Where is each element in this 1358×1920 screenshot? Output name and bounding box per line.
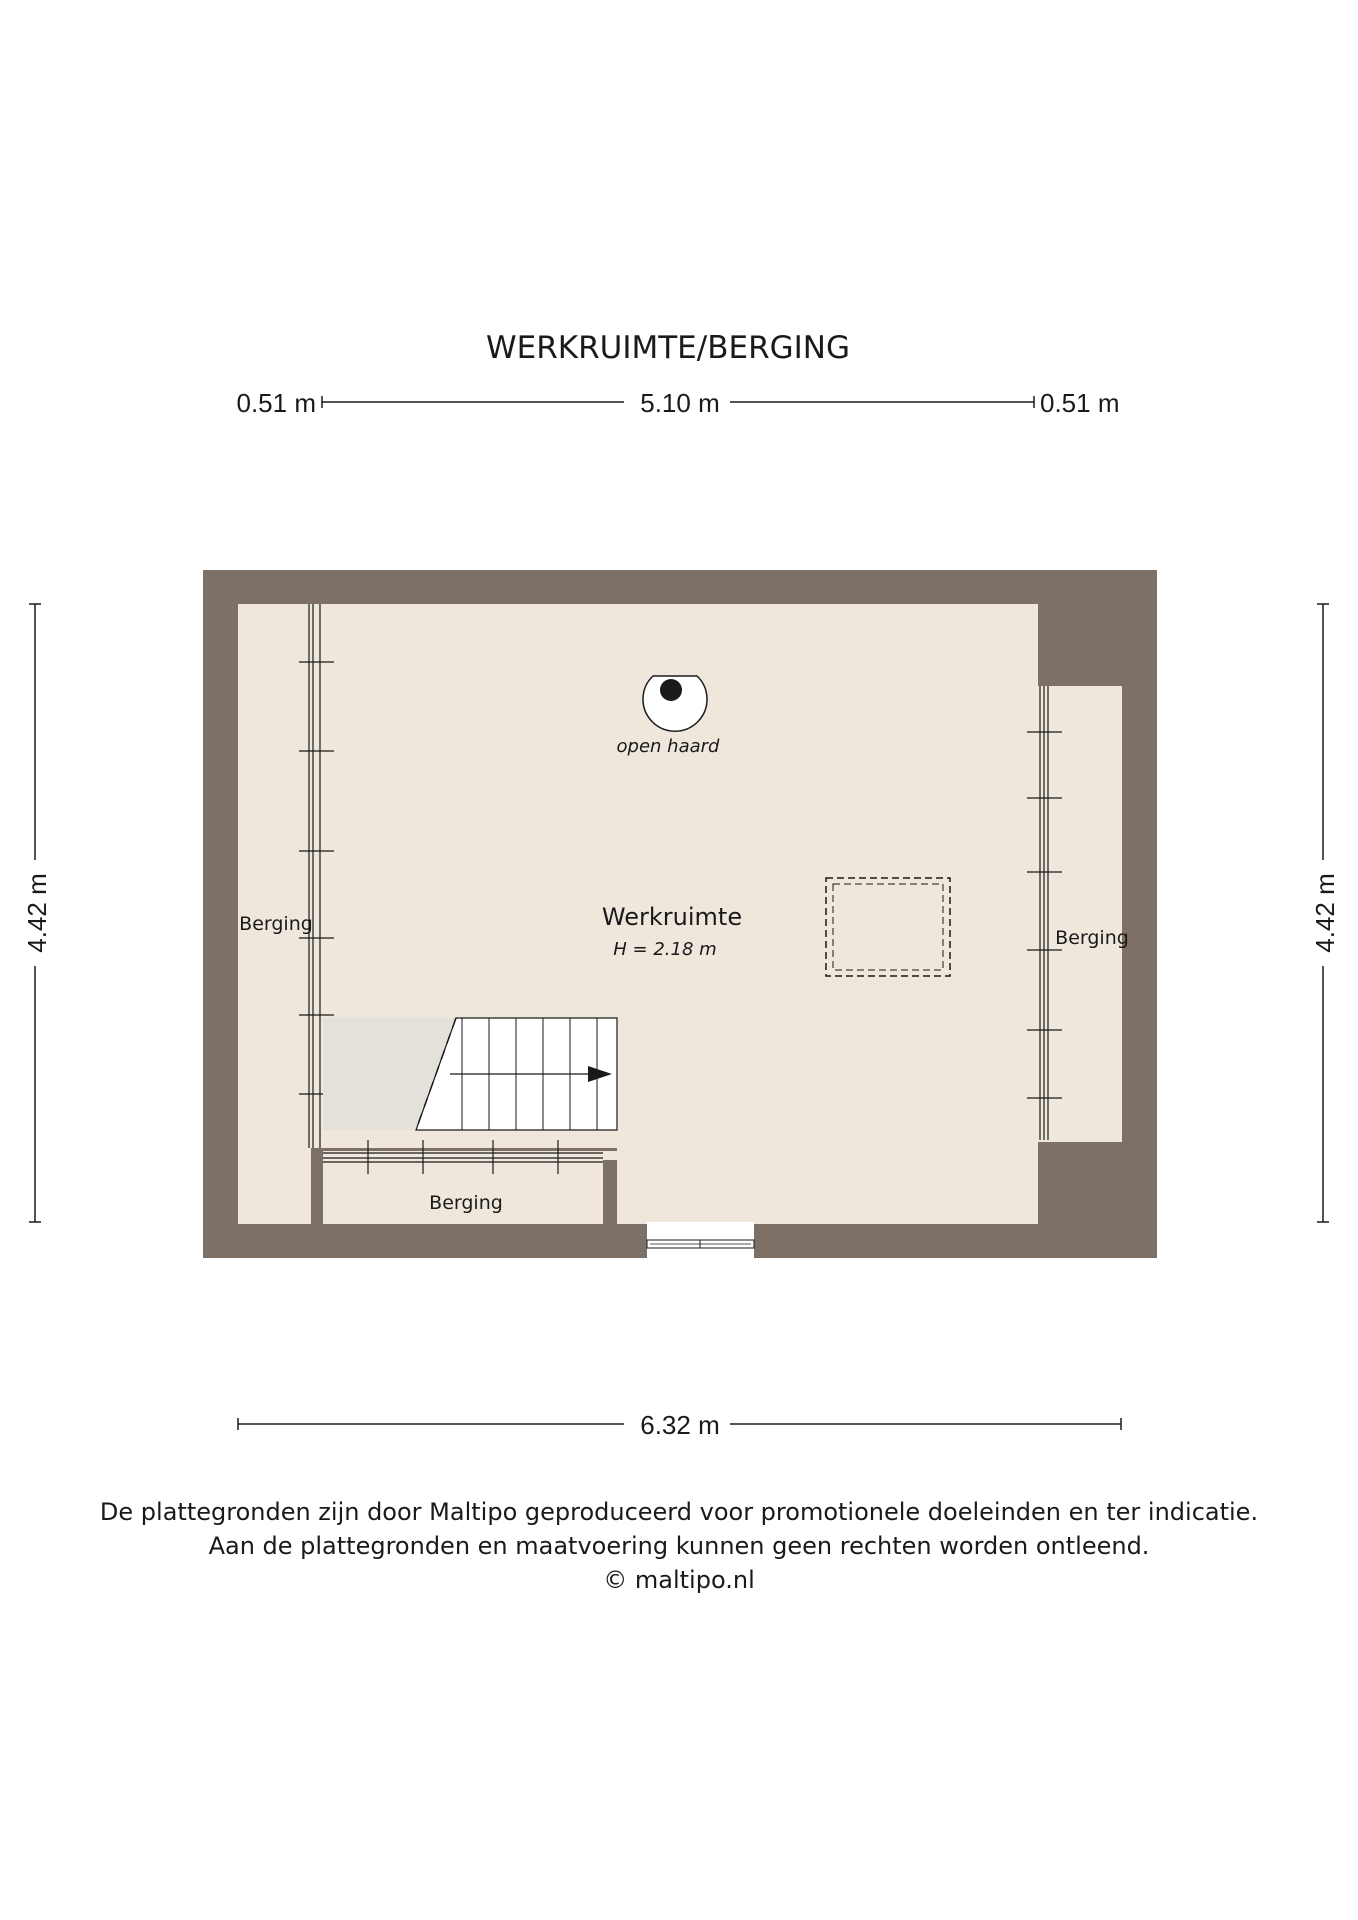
- bottom-dimension: [238, 1410, 1121, 1440]
- room-name-storage-right: Berging: [1055, 927, 1129, 949]
- dim-top-middle: 5.10 m: [640, 388, 720, 418]
- fireplace-label: open haard: [616, 736, 720, 757]
- room-height-main: H = 2.18 m: [613, 939, 717, 960]
- copyright-line: © maltipo.nl: [603, 1566, 755, 1594]
- dim-top-left: 0.51 m: [236, 388, 316, 418]
- dim-right: 4.42 m: [1310, 873, 1340, 953]
- lower-right-wall: [1038, 1142, 1122, 1224]
- fireplace-icon: [643, 676, 707, 731]
- right-storage-floor: [1038, 686, 1122, 1142]
- door-opening: [647, 1222, 754, 1258]
- top-dimension: [237, 388, 1120, 418]
- room-name-storage-bottom: Berging: [429, 1192, 503, 1214]
- dim-top-right: 0.51 m: [1040, 388, 1120, 418]
- room-name-main: Werkruimte: [601, 903, 743, 931]
- disclaimer-line-2: Aan de plattegronden en maatvoering kunnen geen rechten worden ontleend.: [208, 1532, 1150, 1560]
- room-name-storage-left: Berging: [239, 913, 313, 935]
- left-dimension: [22, 604, 52, 1222]
- dim-bottom: 6.32 m: [640, 1410, 720, 1440]
- right-dimension: [1310, 604, 1340, 1222]
- dim-left: 4.42 m: [22, 873, 52, 953]
- plan-title: WERKRUIMTE/BERGING: [486, 330, 850, 366]
- disclaimer-line-1: De plattegronden zijn door Maltipo geproduceerd voor promotionele doeleinden en ter indicatie.: [99, 1498, 1259, 1526]
